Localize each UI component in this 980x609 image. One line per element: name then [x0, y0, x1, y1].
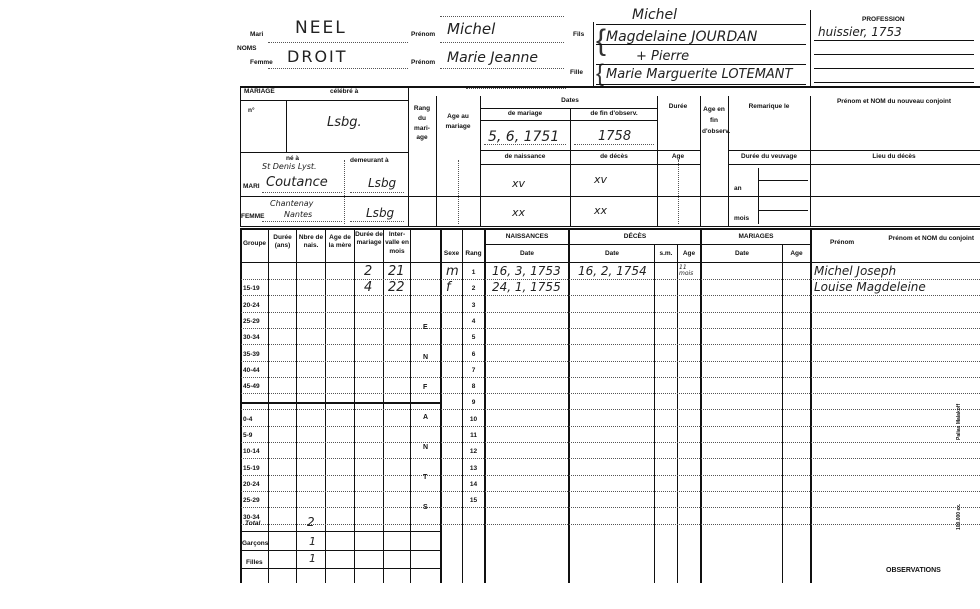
noms-label: NOMS: [237, 45, 257, 52]
row-rang: 12: [469, 448, 478, 455]
filles-value: 1: [309, 552, 316, 565]
row-sexe: f: [446, 280, 451, 295]
row-prenom: Louise Magdeleine: [814, 280, 926, 294]
wife-parents: Marie Marguerite LOTEMANT: [606, 67, 793, 82]
col-prenom-nom-conjoint: Prénom et NOM du conjoint: [888, 235, 974, 242]
vertical-letter: S: [423, 504, 428, 511]
row-rang: 9: [471, 399, 476, 406]
row-groupe: 15-19: [243, 465, 260, 472]
age-mariage-label: Age au mariage: [445, 113, 471, 131]
row-duree-mariage: 2: [364, 264, 373, 279]
row-deces-age: 11 mois: [679, 264, 694, 277]
mariage-label: MARIAGE: [244, 88, 275, 95]
femme-birth: xx: [512, 206, 526, 219]
row-sexe: m: [446, 264, 459, 279]
row-naissance: 16, 3, 1753: [492, 264, 561, 278]
femme-row-label: FEMME: [241, 213, 265, 220]
femme-birthplace-parish: Chantenay: [270, 199, 314, 208]
row-rang: 11: [470, 432, 477, 439]
row-groupe: 30-34: [243, 514, 260, 521]
mari-label: Mari: [250, 31, 264, 38]
row-rang: 6: [471, 351, 476, 358]
an-label: an: [734, 185, 742, 192]
col-naissance-date: Date: [519, 250, 535, 257]
col-duree-mariage: Durée de mariage: [355, 231, 383, 247]
demeurant-label: demeurant à: [350, 157, 389, 164]
naissance-label: de naissance: [504, 153, 546, 160]
husband-surname: NEEL: [295, 18, 347, 38]
vertical-letter: F: [423, 384, 428, 391]
husband-firstname: Michel: [447, 20, 496, 38]
row-groupe: 25-29: [243, 318, 260, 325]
ne-a-label: né à: [286, 155, 300, 162]
row-groupe: 35-39: [243, 351, 260, 358]
fille-label: Fille: [570, 69, 584, 76]
nouveau-conjoint-label: Prénom et NOM du nouveau conjoint: [836, 98, 952, 105]
wife-firstname: Marie Jeanne: [447, 50, 539, 66]
col-deces-date: Date: [604, 250, 620, 257]
side-count: 100.000 ex.: [956, 503, 962, 530]
row-naissance: 24, 1, 1755: [492, 280, 561, 294]
col-mariage-age: Age: [790, 250, 803, 257]
prenom-label-mari: Prénom: [411, 31, 436, 38]
row-groupe: 45-49: [243, 383, 260, 390]
no-label: n°: [248, 107, 255, 114]
row-intervalle: 21: [388, 264, 405, 279]
mari-birthplace: Coutance: [266, 175, 328, 190]
row-groupe: 0-4: [243, 416, 253, 423]
marriage-place: Lsbg.: [327, 115, 362, 130]
row-rang: 14: [469, 481, 478, 488]
row-intervalle: 22: [388, 280, 405, 295]
femme-birthplace: Nantes: [284, 210, 313, 219]
mari-birthplace-parish: St Denis Lyst.: [262, 162, 317, 171]
row-groupe: 40-44: [243, 367, 260, 374]
side-print: Palias Malakoff: [956, 403, 962, 440]
col-sexe: Sexe: [443, 250, 460, 257]
mari-row-label: MARI: [243, 183, 260, 190]
row-prenom: Michel Joseph: [814, 264, 897, 278]
husband-mother: Magdelaine JOURDAN: [606, 29, 758, 45]
filles-label: Filles: [246, 559, 263, 566]
prenom-label-femme: Prénom: [411, 59, 436, 66]
garcons-label: Garçons: [242, 540, 269, 547]
col-deces: DÉCÈS: [623, 233, 647, 240]
celebre-label: célébré à: [330, 88, 359, 95]
dates-label: Dates: [561, 97, 579, 104]
mari-residence: Lsbg: [368, 176, 397, 190]
col-duree-ans: Durée (ans): [273, 234, 292, 250]
husband-father: Michel: [632, 7, 678, 23]
row-rang: 1: [471, 269, 476, 276]
row-rang: 13: [469, 465, 478, 472]
col-rang: Rang: [465, 250, 482, 257]
femme-residence: Lsbg: [366, 206, 395, 220]
deces-label: de décès: [600, 153, 628, 160]
row-rang: 7: [471, 367, 476, 374]
femme-death: xx: [594, 204, 608, 217]
col-sm: s.m.: [659, 250, 673, 257]
remarque-label: Remarique le: [748, 103, 790, 110]
row-deces: 16, 2, 1754: [578, 264, 647, 278]
fille-brace: {: [596, 60, 605, 87]
fin-observ-label: de fin d'observ.: [590, 110, 638, 117]
vertical-letter: N: [423, 354, 429, 361]
row-rang: 5: [471, 334, 476, 341]
row-rang: 8: [471, 383, 476, 390]
profession-label: PROFESSION: [862, 16, 905, 23]
de-mariage-label: de mariage: [507, 110, 543, 117]
row-groupe: 20-24: [243, 481, 260, 488]
col-age-mere: Age de la mère: [328, 234, 352, 250]
row-groupe: 5-9: [243, 432, 253, 439]
profession-value: huissier, 1753: [818, 25, 902, 39]
duree-label: Durée: [668, 103, 688, 110]
garcons-value: 1: [309, 535, 316, 548]
row-rang: 4: [471, 318, 476, 325]
duree-veuvage-label: Durée du veuvage: [741, 153, 797, 160]
row-duree-mariage: 4: [364, 280, 373, 295]
col-naissances: NAISSANCES: [505, 233, 549, 240]
lieu-deces-label: Lieu du décès: [872, 153, 916, 160]
row-groupe: 15-19: [243, 285, 260, 292]
row-rang: 15: [469, 497, 478, 504]
mari-death: xv: [594, 173, 608, 186]
vertical-letter: E: [423, 324, 428, 331]
end-obs-date: 1758: [598, 129, 632, 144]
col-groupe: Groupe: [242, 240, 267, 247]
row-groupe: 10-14: [243, 448, 260, 455]
vertical-letter: A: [423, 414, 429, 421]
col-nbre-nais: Nbre de nais.: [298, 234, 324, 250]
femme-label: Femme: [250, 59, 273, 66]
vertical-letter: T: [423, 474, 428, 481]
row-rang: 2: [471, 285, 476, 292]
mari-birth: xv: [512, 177, 526, 190]
row-rang: 3: [471, 302, 476, 309]
total-value: 2: [307, 515, 315, 529]
col-mariage-date: Date: [734, 250, 750, 257]
row-rang: 10: [469, 416, 478, 423]
wife-surname: DROIT: [287, 47, 348, 66]
age-col-label: Age: [671, 153, 685, 160]
marriage-date: 5, 6, 1751: [488, 129, 560, 145]
col-mariages: MARIAGES: [738, 233, 774, 240]
vertical-letter: N: [423, 444, 429, 451]
col-intervalle: Inter-valle en mois: [385, 231, 409, 255]
col-deces-age: Age: [682, 250, 696, 257]
rang-label: Rang du mari-age: [413, 105, 431, 142]
total-label: Total: [245, 520, 261, 527]
mois-label: mois: [734, 215, 750, 222]
col-prenom: Prénom: [830, 239, 855, 246]
observations-label: OBSERVATIONS: [886, 567, 941, 574]
fils-label: Fils: [573, 31, 585, 38]
row-groupe: 30-34: [243, 334, 260, 341]
age-fin-label: Age en fin d'observ.: [702, 106, 731, 136]
fils-brace: {: [596, 24, 607, 57]
husband-father-note: + Pierre: [636, 49, 690, 64]
row-groupe: 25-29: [243, 497, 260, 504]
row-groupe: 20-24: [243, 302, 260, 309]
